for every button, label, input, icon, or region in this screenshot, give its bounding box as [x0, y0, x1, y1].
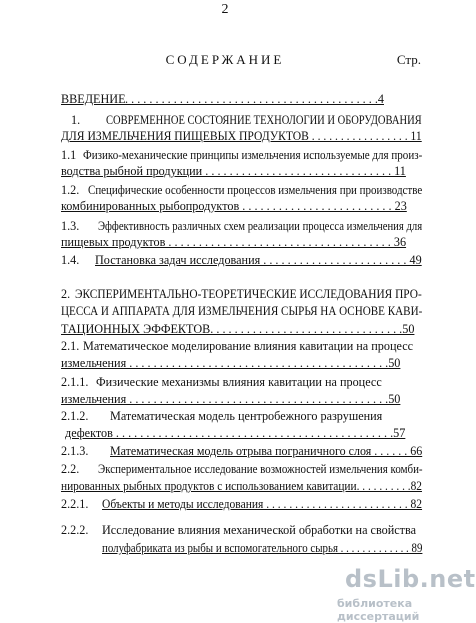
toc-line: [0, 338, 450, 354]
toc-line: [0, 198, 450, 214]
toc-line: [0, 321, 450, 337]
toc-entry-text: водства рыбной продукции . . . . . . . . . . . . . . . . . . . . . . . . . . . . . . . 11: [61, 164, 406, 178]
toc-line: [0, 374, 450, 390]
toc-entry-text: полуфабриката из рыбы и вспомогательного сырья . . . . . . . . . . . . . 89: [102, 541, 423, 555]
toc-entry-text: Физико-механические принципы измельчения используемые для произ-: [83, 148, 423, 162]
toc-line: [0, 163, 450, 179]
toc-line: [0, 540, 450, 556]
toc-entry-text: Специфические особенности процессов измельчения при производстве: [88, 183, 423, 197]
toc-entry-text: ДЛЯ ИЗМЕЛЬЧЕНИЯ ПИЩЕВЫХ ПРОДУКТОВ . . . . . . . . . . . . . . . . . 11: [61, 129, 422, 143]
toc-entry-text: . . . . . . . . . . . . . . . . . . . . . . . . . . . . . . . . . . . . . . . . . .4: [125, 92, 384, 106]
toc-entry-text: Исследование влияния механической обработки на свойства: [102, 523, 416, 537]
toc-entry-text: измельчения . . . . . . . . . . . . . . . . . . . . . . . . . . . . . . . . . . . . . . . . . . .50: [61, 392, 401, 406]
toc-entry-number: 2.1.3.: [61, 444, 89, 458]
toc-entry-number: 1.2.: [61, 183, 80, 197]
toc-line: [0, 128, 450, 144]
toc-entry-text: Объекты и методы исследования . . . . . . . . . . . . . . . . . . . . . . . . . 82: [102, 497, 423, 511]
toc-line: [0, 303, 450, 319]
toc-entry-text: нированных рыбных продуктов с использованием кавитации. . . . . . . . . .82: [61, 479, 422, 493]
toc-line: [0, 218, 450, 234]
toc-entry-number: 1.4.: [61, 253, 80, 267]
toc-line: [0, 522, 450, 538]
toc-line: [0, 425, 450, 441]
toc-entry-text: ЦЕССА И АППАРАТА ДЛЯ ИЗМЕЛЬЧЕНИЯ СЫРЬЯ НА ОСНОВЕ КАВИ-: [61, 304, 423, 318]
toc-entry-text: Математическая модель отрыва пограничного слоя . . . . . . 66: [110, 444, 423, 458]
toc-entry-number: 2.2.2.: [61, 523, 89, 537]
toc-line: [0, 391, 450, 407]
toc-line: [0, 112, 450, 128]
toc-entry-text: Математическое моделирование влияния кавитации на процесс: [83, 339, 414, 353]
watermark-subtitle: библиотека диссертаций: [337, 597, 420, 623]
toc-entry-number: 2.: [61, 287, 71, 301]
toc-entry-text: СОВРЕМЕННОЕ СОСТОЯНИЕ ТЕХНОЛОГИИ И ОБОРУДОВАНИЯ: [106, 113, 422, 127]
toc-entry-text: ТАЦИОННЫХ ЭФФЕКТОВ. . . . . . . . . . . . . . . . . . . . . . . . . . . . . . . .50: [61, 322, 415, 336]
toc-line: [0, 461, 450, 477]
toc-line: [0, 355, 450, 371]
page-column-label: Стр.: [396, 52, 421, 67]
toc-entry-text: Физические механизмы влияния кавитации на процесс: [96, 375, 382, 389]
toc-entry-number: 1.: [71, 113, 81, 127]
toc-heading: СОДЕРЖАНИЕ: [165, 52, 285, 67]
toc-entry-number: 2.1.1.: [61, 375, 89, 389]
toc-line: [0, 252, 450, 268]
toc-entry-text: дефектов . . . . . . . . . . . . . . . . . . . . . . . . . . . . . . . . . . . . . . . . . . . . . .57: [65, 426, 406, 440]
toc-line: [0, 91, 450, 107]
toc-line: [0, 234, 450, 250]
toc-line: [0, 478, 450, 494]
toc-line: [0, 286, 450, 302]
watermark: [325, 565, 476, 623]
toc-entry-text: Математическая модель центробежного разрушения: [110, 409, 383, 423]
toc-line: [0, 443, 450, 459]
toc-entry-number: 1.1: [61, 148, 77, 162]
toc-entry-number: 1.3.: [61, 219, 80, 233]
watermark-logo: dsLib.net: [345, 565, 476, 593]
toc-entry-text: ЭКСПЕРИМЕНТАЛЬНО-ТЕОРЕТИЧЕСКИЕ ИССЛЕДОВАНИЯ ПРО-: [75, 287, 422, 301]
toc-entry-text: комбинированных рыбопродуктов . . . . . . . . . . . . . . . . . . . . . . . . . 23: [61, 199, 407, 213]
toc-entry-number: 2.2.1.: [61, 497, 89, 511]
toc-entry-text: Экспериментальное исследование возможностей измельчения комби-: [98, 462, 423, 476]
page-number: 2: [221, 2, 229, 17]
toc-entry-number: 2.2.: [61, 462, 80, 476]
toc-entry-number: 2.1.: [61, 339, 80, 353]
toc-entry-number: 2.1.2.: [61, 409, 89, 423]
toc-entry-text: Эффективность различных схем реализации процесса измельчения для: [98, 219, 423, 233]
toc-entry-text: Постановка задач исследования . . . . . . . . . . . . . . . . . . . . . . . . 49: [95, 253, 422, 267]
toc-entry-number: ВВЕДЕНИЕ: [61, 92, 126, 106]
toc-entry-text: пищевых продуктов . . . . . . . . . . . . . . . . . . . . . . . . . . . . . . . . . . . . . 36: [61, 235, 407, 249]
toc-line: [0, 496, 450, 512]
toc-line: [0, 408, 450, 424]
toc-line: [0, 147, 450, 163]
toc-line: [0, 182, 450, 198]
toc-entry-text: измельчения . . . . . . . . . . . . . . . . . . . . . . . . . . . . . . . . . . . . . . . . . . .50: [61, 356, 401, 370]
